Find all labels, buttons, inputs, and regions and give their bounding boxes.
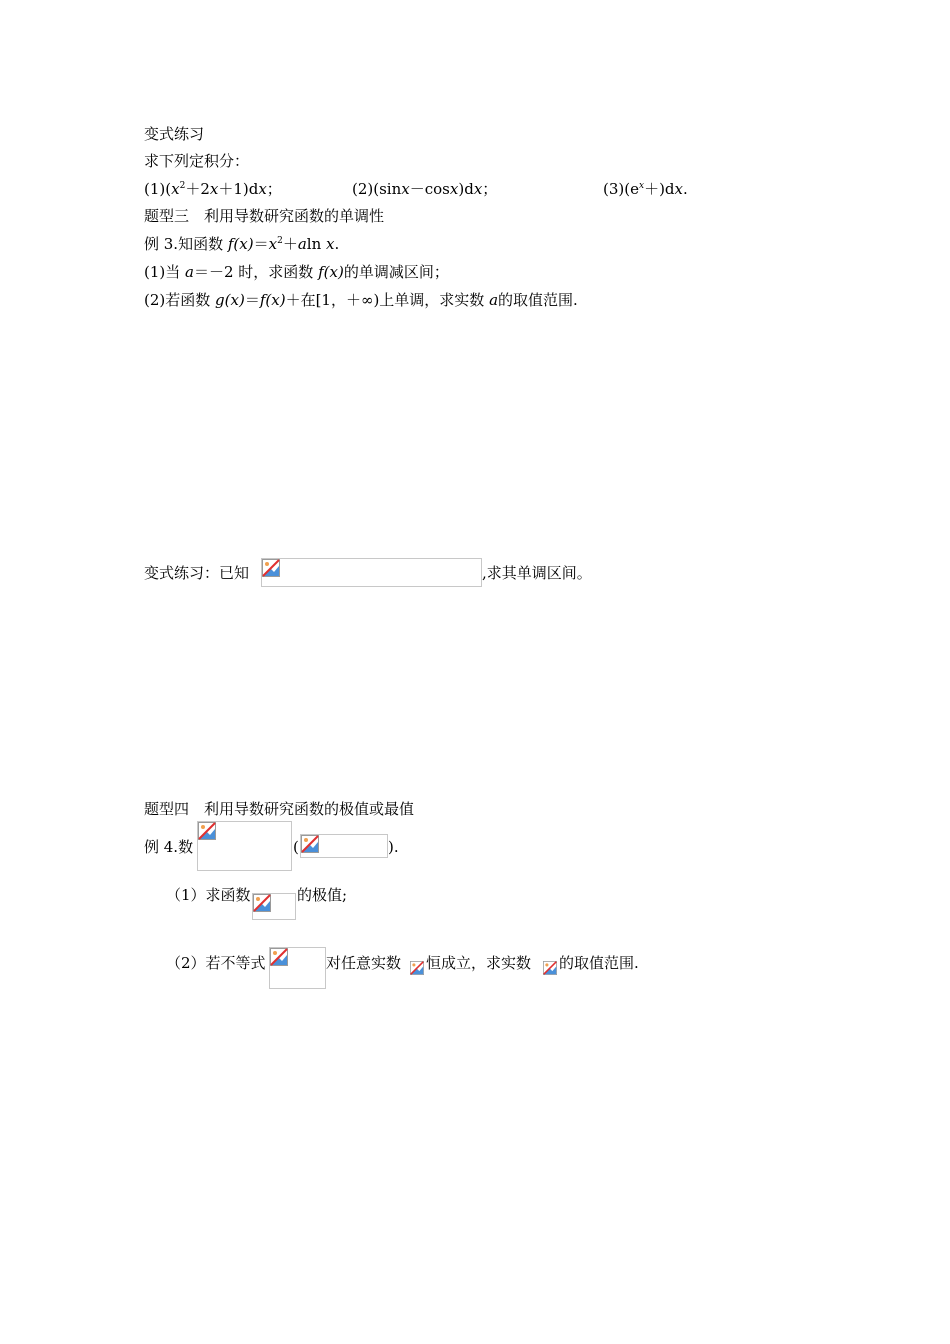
formula-image: [261, 558, 482, 587]
example3-statement: 例 3.知函数 $f(x)=x^2+aln$ x.: [144, 235, 340, 253]
function-image: [197, 821, 292, 871]
variant2-pre: 变式练习：已知: [144, 564, 250, 582]
broken-image-icon: [301, 835, 319, 853]
broken-image-icon: [253, 894, 271, 912]
broken-image-icon: [410, 961, 424, 975]
broken-image-icon: [198, 822, 216, 840]
example3-question-2: (2)若函数 g(x)＝f(x)＋在[1，＋∞)上单调，求实数 a的取值范围.: [144, 291, 578, 309]
integral-item-1: $(1)(x^2+2x+1)dx$；: [144, 180, 282, 198]
integral-instruction: 求下列定积分：: [144, 152, 250, 170]
example4-close-paren: ).: [388, 838, 399, 856]
section3-title: 题型三 利用导数研究函数的单调性: [144, 207, 385, 225]
example4-question-2-mid1: 对任意实数: [326, 954, 402, 972]
function-image-small: [252, 893, 296, 920]
broken-image-icon: [270, 948, 288, 966]
example4-question-2-post: 的取值范围.: [559, 954, 639, 972]
example4-question-2-mid2: 恒成立，求实数: [426, 954, 532, 972]
integral-item-2: (2)(sinx－cosx)dx；: [352, 180, 498, 198]
inequality-image: [269, 947, 326, 989]
example4-open-paren: (: [293, 838, 299, 856]
example4-pre: 例 4.数: [144, 838, 194, 856]
section4-title: 题型四 利用导数研究函数的极值或最值: [144, 800, 415, 818]
example4-question-2-pre: （2）若不等式: [166, 954, 266, 972]
variant2-post: ,求其单调区间。: [482, 564, 592, 582]
example4-question-1-post: 的极值;: [297, 886, 348, 904]
example4-question-1-pre: （1）求函数: [166, 886, 251, 904]
example3-question-1: (1)当 a＝－2 时，求函数 f(x)的单调减区间；: [144, 263, 449, 281]
integral-item-3: $(3)(e^x+)dx$.: [603, 180, 688, 198]
domain-image: [300, 834, 388, 858]
variant-heading: 变式练习: [144, 125, 205, 143]
broken-image-icon: [543, 961, 557, 975]
broken-image-icon: [262, 559, 280, 577]
